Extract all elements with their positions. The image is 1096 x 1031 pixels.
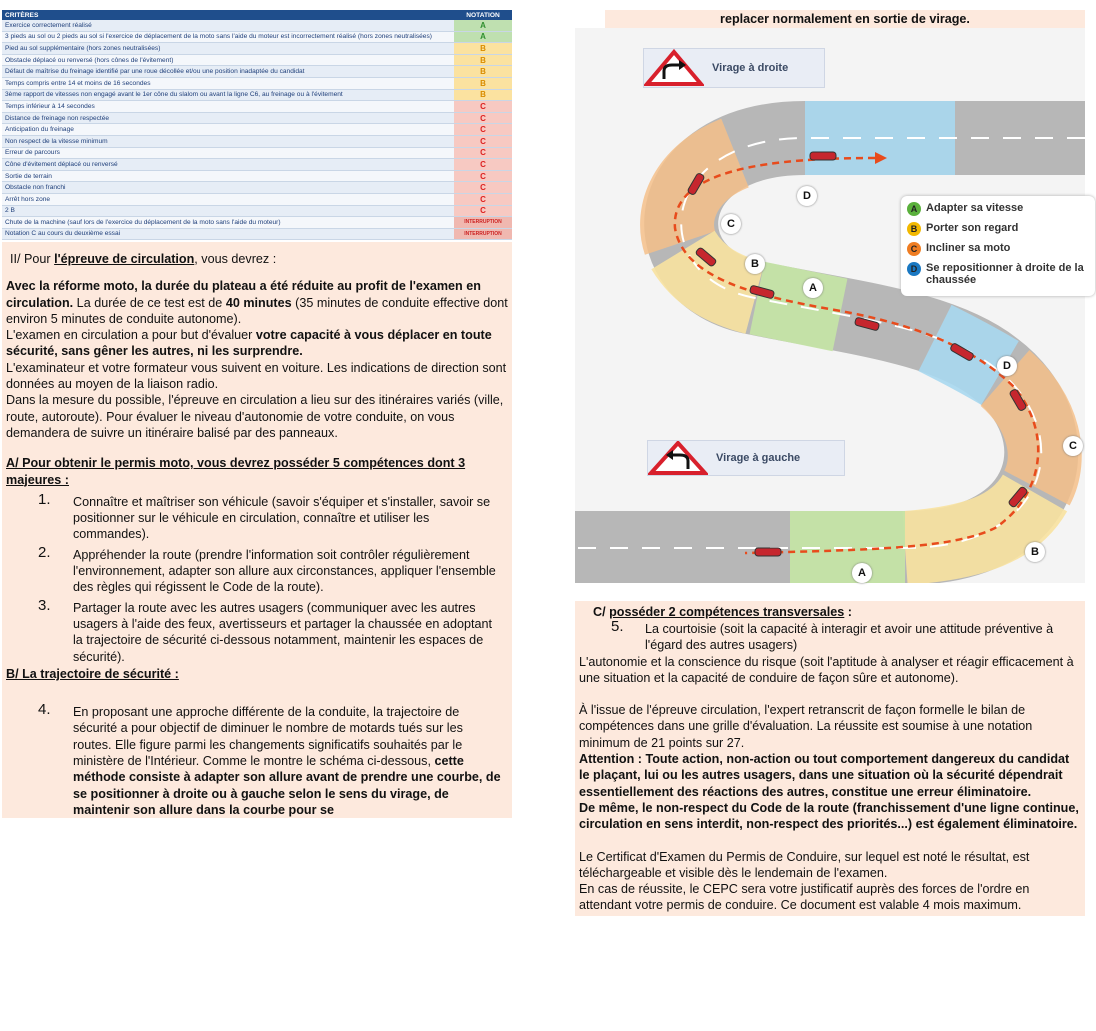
legend-letter: A	[907, 202, 921, 216]
criteria-cell: Arrêt hors zone	[2, 193, 454, 205]
sign-right-curve	[643, 48, 825, 88]
continuation-text: replacer normalement en sortie de virage.	[605, 10, 1085, 28]
criteria-cell: Sortie de terrain	[2, 170, 454, 182]
right-curve-sign-icon	[644, 49, 704, 87]
autonomie-text: L'autonomie et la conscience du risque (soit l'aptitude à analyser et réagir efficacement à une situation et la capacité de conduire de façon sûre et autonome).	[579, 654, 1074, 685]
list-item: 3. Partager la route avec les autres usagers (communiquer avec les autres usagers à l'aide des feux, avertisseurs et partager la chaussée en adoptant la trajectoire de sécurité ci-dessous notamment, maintenir les espaces de sécurité).	[38, 596, 492, 664]
table-row	[2, 31, 512, 43]
table-row	[2, 193, 512, 205]
competence-list	[2, 490, 512, 665]
grade-cell: C	[454, 159, 512, 171]
criteria-cell: Non respect de la vitesse minimum	[2, 135, 454, 147]
legend-letter: C	[907, 242, 921, 256]
left-curve-sign-icon	[648, 441, 708, 475]
grade-cell: INTERRUPTION	[454, 228, 512, 240]
marker-b-top: B	[745, 254, 765, 274]
grade-cell: C	[454, 147, 512, 159]
criteria-cell: Défaut de maîtrise du freinage identifié par une roue décollée et/ou une position inadaptée du candidat	[2, 66, 454, 78]
grade-cell: B	[454, 66, 512, 78]
sign-left-label: Virage à gauche	[716, 452, 801, 464]
grade-cell: A	[454, 20, 512, 31]
section-b-title: B/ La trajectoire de sécurité :	[6, 666, 179, 681]
marker-b-bottom: B	[1025, 542, 1045, 562]
circulation-link: l'épreuve de circulation	[54, 252, 195, 267]
table-row	[2, 147, 512, 159]
marker-d-bottom: D	[997, 356, 1017, 376]
table-row	[2, 159, 512, 171]
diagram-legend	[901, 196, 1095, 296]
table-row	[2, 101, 512, 113]
code-text: De même, le non-respect du Code de la route (franchissement d'une ligne continue, circulation en sens interdit, non-respect des priorités...) est également éliminatoire.	[579, 800, 1079, 832]
grade-cell: B	[454, 43, 512, 55]
grade-cell: A	[454, 31, 512, 43]
grade-cell: C	[454, 112, 512, 124]
legend-letter: D	[907, 262, 921, 276]
legend-text: Se repositionner à droite de la chaussée	[926, 262, 1084, 286]
grade-cell: INTERRUPTION	[454, 217, 512, 229]
intro-p2: L'examen en circulation a pour but d'évaluer votre capacité à vous déplacer en toute sécurité, sans gêner les autres, ni les surprendre.	[6, 328, 492, 359]
criteria-cell: Distance de freinage non respectée	[2, 112, 454, 124]
marker-a-bottom: A	[852, 563, 872, 583]
table-row	[2, 228, 512, 240]
grade-cell: B	[454, 89, 512, 101]
safety-trajectory-diagram	[575, 28, 1085, 583]
legend-text: Incliner sa moto	[926, 242, 1011, 254]
table-header	[2, 10, 512, 20]
competence-4	[2, 701, 512, 818]
table-row	[2, 43, 512, 55]
table-row	[2, 20, 512, 31]
table-row	[2, 112, 512, 124]
criteria-cell: 2 B	[2, 205, 454, 217]
list-item: 4. En proposant une approche différente de la conduite, la trajectoire de sécurité a pour objectif de diminuer le nombre de motards tués sur les routes. Elle figure parmi les changements significatifs souhaités par le ministère de l'Intérieur. Comme le montre le schéma ci-dessous, cette méthode consiste à adapter son allure avant de prendre une courbe, de se positionner à droite ou à gauche selon le sens du virage, de maintenir son allure dans la courbe pour se	[38, 701, 501, 817]
criteria-cell: Temps inférieur à 14 secondes	[2, 101, 454, 113]
intro-p4: Dans la mesure du possible, l'épreuve en circulation a lieu sur des itinéraires variés (ville, route, autoroute). Pour évaluer le niveau d'autonomie de votre conduite, on vous demandera de suivre un itinéraire balisé par des panneaux.	[6, 393, 504, 440]
competence-5: 5. La courtoisie (soit la capacité à interagir et avoir une attitude préventive à l'égard des autres usagers)	[611, 618, 1054, 653]
list-item: 2. Appréhender la route (prendre l'information soit contrôler régulièrement l'environnement, adapter son allure aux circonstances, appliquer l'ensemble des règles qui régissent le Code de la route).	[38, 543, 496, 595]
legend-item	[907, 242, 1089, 256]
marker-c-top: C	[721, 214, 741, 234]
legend-text: Porter son regard	[926, 222, 1019, 234]
grade-cell: B	[454, 54, 512, 66]
section-a-title: A/ Pour obtenir le permis moto, vous devrez posséder 5 compétences dont 3 majeures :	[6, 456, 466, 487]
right-column	[575, 10, 1085, 916]
criteria-cell: 3ème rapport de vitesses non engagé avant le 1er cône du slalom ou avant la ligne C6, au freinage ou à l'évitement	[2, 89, 454, 101]
table-row	[2, 135, 512, 147]
section-c-title: C/ posséder 2 compétences transversales :	[593, 605, 853, 619]
marker-a-top: A	[803, 278, 823, 298]
table-row	[2, 205, 512, 217]
criteria-cell: Pied au sol supplémentaire (hors zones neutralisées)	[2, 43, 454, 55]
table-row	[2, 54, 512, 66]
legend-letter: B	[907, 222, 921, 236]
criteria-cell: Chute de la machine (sauf lors de l'exercice du déplacement de la moto sans l'aide du moteur)	[2, 217, 454, 229]
legend-text: Adapter sa vitesse	[926, 202, 1024, 214]
table-row	[2, 170, 512, 182]
grade-cell: B	[454, 77, 512, 89]
grade-cell: C	[454, 193, 512, 205]
criteria-cell: Temps compris entre 14 et moins de 16 secondes	[2, 77, 454, 89]
sign-right-label: Virage à droite	[712, 62, 789, 74]
cepc-text-2: En cas de réussite, le CEPC sera votre justificatif auprès des forces de l'ordre en attendant votre permis de conduire. Ce document est valable 4 mois maximum.	[579, 882, 1030, 913]
grade-cell: C	[454, 101, 512, 113]
criteria-table	[2, 10, 512, 240]
table-row	[2, 182, 512, 194]
table-row	[2, 66, 512, 78]
intro-p3: L'examinateur et votre formateur vous suivent en voiture. Les indications de direction sont données au moyen de la liaison radio.	[6, 360, 507, 392]
header-criteria: CRITÈRES	[2, 10, 454, 20]
criteria-cell: Notation C au cours du deuxième essai	[2, 228, 454, 240]
criteria-cell: Exercice correctement réalisé	[2, 20, 454, 31]
table-row	[2, 89, 512, 101]
table-row	[2, 217, 512, 229]
criteria-cell: 3 pieds au sol ou 2 pieds au sol si l'exercice de déplacement de la moto sans l'aide du moteur est incorrectement réalisé (hors zones neutralisées)	[2, 31, 454, 43]
criteria-cell: Erreur de parcours	[2, 147, 454, 159]
section-2-title: II/ Pour l'épreuve de circulation, vous devrez :	[10, 252, 277, 267]
circulation-section	[2, 242, 512, 818]
sign-left-curve	[647, 440, 845, 476]
intro-text	[2, 278, 512, 441]
criteria-cell: Cône d'évitement déplacé ou renversé	[2, 159, 454, 171]
attention-text: Attention : Toute action, non-action ou tout comportement dangereux du candidat le plaçant, lui ou les autres usagers, dans une situation où la sécurité dépendrait essentiellement des réactions des autres, constitue une erreur éliminatoire.	[579, 752, 1070, 799]
criteria-cell: Obstacle déplacé ou renversé (hors cônes de l'évitement)	[2, 54, 454, 66]
left-column	[2, 10, 512, 822]
legend-item	[907, 262, 1089, 286]
bilan-text: À l'issue de l'épreuve circulation, l'expert retranscrit de façon formelle le bilan de compétences dans une grille d'évaluation. La réussite est soumise à une notation minimum de 21 points sur 27.	[579, 703, 1033, 750]
grade-cell: C	[454, 182, 512, 194]
marker-c-bottom: C	[1063, 436, 1083, 456]
legend-item	[907, 222, 1089, 236]
marker-d-top: D	[797, 186, 817, 206]
header-notation: NOTATION	[454, 10, 512, 20]
intro-p1: Avec la réforme moto, la durée du plateau a été réduite au profit de l'examen en circulation. La durée de ce test est de 40 minutes (35 minutes de conduite effective dont environ 5 minutes de conduite autonome).	[6, 279, 508, 326]
table-row	[2, 77, 512, 89]
transversal-section	[575, 601, 1085, 916]
criteria-cell: Obstacle non franchi	[2, 182, 454, 194]
cepc-text-1: Le Certificat d'Examen du Permis de Conduire, sur lequel est noté le résultat, est téléchargeable et visible dès le lendemain de l'examen.	[579, 849, 1030, 880]
grade-cell: C	[454, 135, 512, 147]
list-item: 1. Connaître et maîtriser son véhicule (savoir s'équiper et s'installer, savoir se positionner sur le véhicule en circulation, connaître et utiliser les commandes).	[38, 490, 491, 542]
table-row	[2, 124, 512, 136]
grade-cell: C	[454, 170, 512, 182]
criteria-cell: Anticipation du freinage	[2, 124, 454, 136]
legend-item	[907, 202, 1089, 216]
trajectory-svg	[575, 28, 1085, 583]
grade-cell: C	[454, 205, 512, 217]
grade-cell: C	[454, 124, 512, 136]
